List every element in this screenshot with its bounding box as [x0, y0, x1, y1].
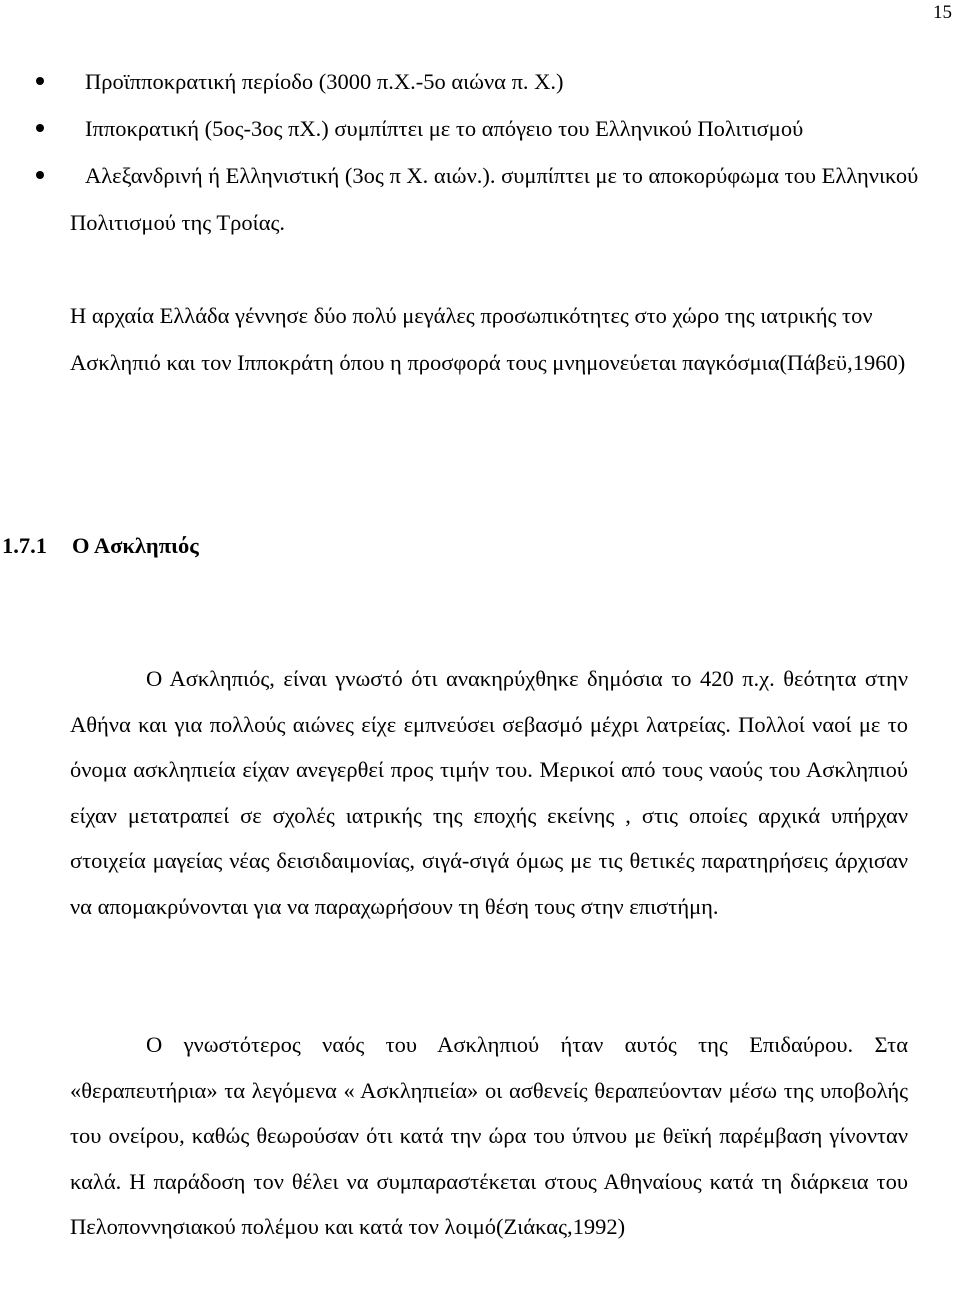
list-item [0, 105, 960, 152]
bullet-icon [36, 171, 44, 179]
page-number: 15 [933, 2, 952, 23]
list-item [0, 58, 960, 105]
body-paragraph: Ο γνωστότερος ναός του Ασκληπιού ήταν αυτός της Επιδαύρου. Στα «θεραπευτήρια» τα λεγόμενα « Ασκληπιεία» οι ασθενείς θεραπεύονταν μέσω της υποβολής του ονείρου, καθώς θεωρούσαν ότι κατά την ώρα του ύπνου με θεϊκή παρέμβαση γίνονταν καλά. Η παράδοση τον θέλει να συμπαραστέκεται στους Αθηναίους κατά τη διάρκεια του Πελοποννησιακού πολέμου και κατά τον λοιμό(Ζιάκας,1992) [70, 1032, 908, 1239]
list-item-text: Αλεξανδρινή ή Ελληνιστική (3ος π Χ. αιών.). συμπίπτει με το αποκορύφωμα του Ελληνικού Πολιτισμού της Τροίας. [70, 163, 919, 235]
body-paragraph: Ο Ασκληπιός, είναι γνωστό ότι ανακηρύχθηκε δημόσια το 420 π.χ. θεότητα στην Αθήνα και για πολλούς αιώνες είχε εμπνεύσει σεβασμό μέχρι λατρείας. Πολλοί ναοί με το όνομα ασκληπιεία είχαν ανεγερθεί προς τιμήν του. Μερικοί από τους ναούς του Ασκληπιού είχαν μετατραπεί σε σχολές ιατρικής της εποχής εκείνης , στις οποίες αρχικά υπήρχαν στοιχεία μαγείας νέας δεισιδαιμονίας, σιγά-σιγά όμως με τις θετικές παρατηρήσεις άρχισαν να απομακρύνονται για να παραχωρήσουν τη θέση τους στην επιστήμη. [70, 666, 908, 919]
bullet-icon [36, 124, 44, 132]
section-number: 1.7.1 [2, 533, 47, 558]
era-list [0, 58, 960, 246]
list-item-text: Προϊπποκρατική περίοδο (3000 π.Χ.-5ο αιώνα π. Χ.) [85, 69, 564, 94]
intro-paragraph: Η αρχαία Ελλάδα γέννησε δύο πολύ μεγάλες προσωπικότητες στο χώρο της ιατρικής τον Ασκληπιό και τον Ιπποκράτη όπου η προσφορά τους μνημονεύεται παγκόσμια(Πάβεϋ,1960) [70, 303, 906, 375]
list-item [0, 152, 960, 246]
list-item-text: Ιπποκρατική (5ος-3ος πΧ.) συμπίπτει με το απόγειο του Ελληνικού Πολιτισμού [85, 116, 804, 141]
bullet-icon [36, 77, 44, 85]
section-title: Ο Ασκληπιός [72, 533, 199, 558]
section-heading [0, 522, 199, 569]
